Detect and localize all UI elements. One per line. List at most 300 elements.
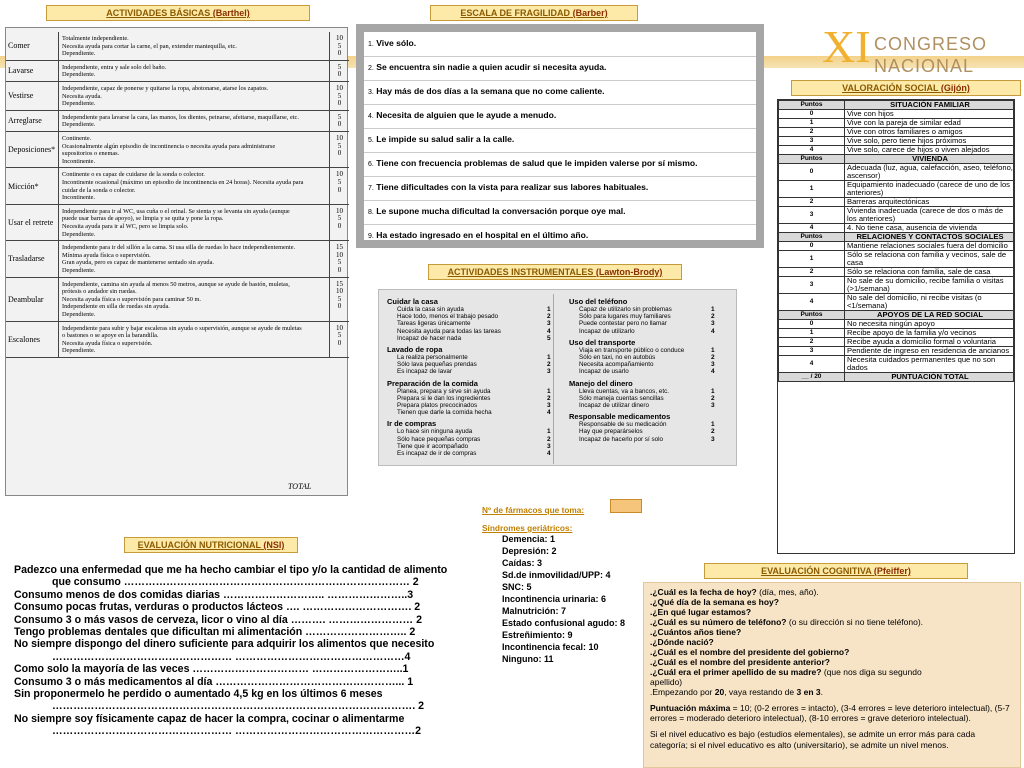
barthel-category: Vestirse bbox=[8, 91, 34, 101]
barthel-points bbox=[329, 132, 349, 168]
pfeiffer-q10-e: . bbox=[820, 687, 823, 697]
gijon-row-points: 3 bbox=[779, 347, 845, 356]
lawton-item-text: Sólo maneja cuentas sencillas bbox=[579, 394, 664, 402]
barber-item bbox=[368, 230, 588, 240]
barthel-option-text: Totalmente independiente. bbox=[62, 35, 129, 42]
gijon-header-title: APOYOS DE LA RED SOCIAL bbox=[845, 311, 1014, 320]
gijon-row-points: 3 bbox=[779, 137, 845, 146]
lawton-item-text: Es incapaz de ir de compras bbox=[397, 450, 477, 458]
pfeiffer-question-text: .¿Dónde nació? bbox=[650, 637, 714, 647]
gijon-section-header bbox=[779, 101, 1014, 110]
lawton-item-value: 1 bbox=[547, 306, 551, 313]
barthel-option-points: 10 bbox=[336, 170, 343, 179]
lawton-item-value: 4 bbox=[711, 368, 715, 376]
lawton-item bbox=[569, 428, 744, 435]
lawton-item-text: Sólo hace pequeñas compras bbox=[397, 435, 481, 443]
barthel-option-points: 5 bbox=[337, 41, 342, 50]
barthel-row bbox=[6, 278, 349, 322]
lawton-item bbox=[569, 395, 744, 402]
barthel-option-text: Independiente, capaz de ponerse y quitarse la ropa, abotonarse, atarse los zapatos. bbox=[62, 85, 269, 92]
nsi-line: Consumo 3 o más vasos de cerveza, licor o vino al día ………. …………………… 2 bbox=[14, 613, 422, 626]
pfeiffer-question-text: .¿Cuál es el nombre del presidente del gobierno? bbox=[650, 647, 850, 657]
gijon-row-desc: Barreras arquitectónicas bbox=[845, 198, 1014, 207]
barthel-option-text: puede usar barras de apoyo), se limpia y se quita y pone la ropa. bbox=[62, 215, 224, 223]
lawton-item bbox=[387, 306, 562, 313]
gijon-row-desc: Vive solo, pero tiene hijos próximos bbox=[845, 137, 1014, 146]
lawton-item bbox=[569, 421, 744, 428]
barthel-option-text: Independiente en silla de ruedas sin ayuda. bbox=[62, 303, 170, 311]
lawton-group-heading: Uso del transporte bbox=[569, 337, 636, 347]
gijon-row-points: 2 bbox=[779, 268, 845, 277]
barthel-option-text: Mínima ayuda física o supervisión. bbox=[62, 251, 151, 259]
gijon-row-points: 2 bbox=[779, 338, 845, 347]
barthel-options bbox=[58, 168, 328, 204]
lawton-group-heading: Responsable medicamentos bbox=[569, 412, 671, 422]
lawton-item bbox=[387, 450, 562, 457]
lawton-item bbox=[387, 436, 562, 443]
pfeiffer-question-text: .¿En qué lugar estamos? bbox=[650, 607, 752, 617]
pfeiffer-question bbox=[644, 607, 1020, 617]
lawton-item-value: 1 bbox=[711, 421, 715, 429]
barthel-option-text: Ocasionalmente algún episodio de incontinencia o necesita ayuda para administrarse bbox=[62, 142, 276, 150]
barthel-total-label: TOTAL bbox=[288, 482, 312, 491]
lawton-item-text: Prepara platos precocinados bbox=[397, 402, 478, 410]
pfeiffer-q10-a: .Empezando por bbox=[650, 687, 715, 697]
nsi-questions bbox=[14, 564, 474, 738]
gijon-row-desc: No sale de su domicilio, recibe familia o visitas (>1/semana) bbox=[845, 277, 1014, 294]
barthel-option-text: Incontinente. bbox=[62, 194, 96, 202]
sindrome-item: SNC: 5 bbox=[502, 582, 532, 592]
pfeiffer-question-note: (que nos diga su segundo bbox=[821, 667, 922, 677]
lawton-item bbox=[387, 409, 562, 416]
pfeiffer-question-text: .¿Cuál es la fecha de hoy? bbox=[650, 587, 757, 597]
lawton-item-text: Necesita acompañamiento bbox=[579, 361, 654, 369]
gijon-row-points: 4 bbox=[779, 294, 845, 311]
lawton-item bbox=[387, 313, 562, 320]
lawton-item bbox=[569, 306, 744, 313]
barber-item-text: Necesita de alguien que le ayude a menudo. bbox=[376, 110, 557, 120]
barthel-option-text: prótesis o andador sin ruedas. bbox=[62, 288, 137, 296]
gijon-total-row bbox=[779, 373, 1014, 382]
barthel-option-points: 15 bbox=[336, 279, 343, 288]
barthel-option-text: Independiente para lavarse la cara, las manos, los dientes, peinarse, afeitarse, maquillarse, etc. bbox=[62, 113, 299, 121]
lawton-item-value: 2 bbox=[547, 361, 551, 369]
barthel-category: Lavarse bbox=[8, 66, 34, 76]
barthel-row bbox=[6, 168, 349, 204]
farmacos-label: Nº de fármacos que toma: bbox=[482, 505, 585, 515]
barber-item bbox=[368, 86, 605, 96]
gijon-row-desc: Mantiene relaciones sociales fuera del domicilio bbox=[845, 242, 1014, 251]
gijon-row bbox=[779, 277, 1014, 294]
barthel-option-text: Independiente, camina sin ayuda al menos 50 metros, aunque se ayude de bastón, muletas, bbox=[62, 280, 290, 288]
lawton-item-value: 1 bbox=[711, 346, 715, 354]
pfeiffer-question-10 bbox=[644, 687, 1020, 697]
barthel-option-points: 10 bbox=[336, 34, 343, 42]
barthel-option-points: 10 bbox=[336, 84, 343, 92]
barthel-option-text: Incontinente ocasional (máximo un episodio de incontinencia en 24 horas). Necesita ayuda para bbox=[62, 178, 304, 186]
barber-item-number: 2. bbox=[368, 65, 374, 72]
sindrome-item: Estado confusional agudo: 8 bbox=[502, 618, 626, 628]
barber-separator bbox=[364, 56, 756, 57]
gijon-row-points: 0 bbox=[779, 164, 845, 181]
barber-separator bbox=[364, 176, 756, 177]
gijon-total-label: PUNTUACIÓN TOTAL bbox=[845, 373, 1014, 382]
pfeiffer-score-paragraph bbox=[644, 703, 1020, 723]
lawton-item-text: Lleva cuentas, va a bancos, etc. bbox=[579, 387, 669, 395]
barthel-option-text: Continente o es capaz de cuidarse de la sonda o colector. bbox=[62, 171, 205, 179]
nsi-line: que consumo ……………………………………………………………………… 2 bbox=[52, 576, 419, 589]
barber-item-text: Le impide su salud salir a la calle. bbox=[376, 134, 515, 144]
gijon-row bbox=[779, 146, 1014, 155]
barthel-options bbox=[58, 278, 328, 322]
barthel-option-points: 0 bbox=[337, 49, 342, 58]
lawton-item-text: Es incapaz de lavar bbox=[397, 368, 452, 376]
logo-line1: CONGRESO bbox=[874, 34, 988, 54]
lawton-item-text: Capaz de utilizarlo sin problemas bbox=[579, 306, 672, 313]
lawton-group-heading: Manejo del dinero bbox=[569, 378, 633, 388]
gijon-row-points: 1 bbox=[779, 251, 845, 268]
gijon-row-desc: Recibe apoyo de la familia y/o vecinos bbox=[845, 329, 1014, 338]
barthel-option-text: Independiente para subir y bajar escaleras sin ayuda o supervisión, aunque se ayude de muletas bbox=[62, 324, 302, 332]
barthel-category: Arreglarse bbox=[8, 116, 42, 126]
gijon-row-desc: Adecuada (luz, agua, calefacción, aseo, teléfono, ascensor) bbox=[845, 164, 1014, 181]
gijon-row-desc: No sale del domicilio, ni recibe visitas (o <1/semana) bbox=[845, 294, 1014, 311]
lawton-left-column bbox=[387, 294, 562, 457]
nsi-line: Padezco una enfermedad que me ha hecho cambiar el tipo y/o la cantidad de alimento bbox=[14, 564, 448, 576]
lawton-group-heading: Cuidar la casa bbox=[387, 297, 438, 306]
lawton-item bbox=[569, 388, 744, 395]
pfeiffer-score-text: = 10; (0-2 errores = intacto), (3-4 errores = leve deterioro intelectual), (5-7 errores = moderado deterioro intelectual), (8-10 errores = grave deterioro intelectual). bbox=[650, 703, 1010, 724]
lawton-item-value: 2 bbox=[547, 313, 551, 321]
barthel-title: ACTIVIDADES BÁSICAS (Barthel) bbox=[46, 5, 310, 21]
barthel-option-text: o bastones o se apoye en la barandilla. bbox=[62, 332, 159, 340]
lawton-item-text: Necesita ayuda para todas las tareas bbox=[397, 327, 501, 335]
nsi-line: …………………………………………………………………………………………. 2 bbox=[52, 700, 424, 713]
barthel-option-points: 0 bbox=[337, 70, 342, 79]
lawton-item-value: 3 bbox=[547, 368, 551, 376]
pfeiffer-question bbox=[644, 647, 1020, 657]
barthel-points bbox=[329, 322, 349, 358]
barthel-points bbox=[329, 32, 349, 61]
barthel-option-points: 0 bbox=[337, 265, 342, 274]
lawton-table bbox=[378, 289, 737, 466]
barthel-row bbox=[6, 111, 349, 132]
gijon-row-desc: Pendiente de ingreso en residencia de ancianos bbox=[845, 347, 1014, 356]
gijon-row-points: 4 bbox=[779, 146, 845, 155]
barthel-option-points: 0 bbox=[337, 221, 342, 230]
lawton-item-text: Incapaz de utilizar dinero bbox=[579, 402, 650, 410]
pfeiffer-question bbox=[644, 657, 1020, 667]
pfeiffer-q10-d: 3 en 3 bbox=[796, 687, 821, 697]
lawton-item-text: Prepara si le dan los ingredientes bbox=[397, 394, 491, 402]
barber-item-text: Vive sólo. bbox=[376, 38, 417, 48]
barber-item-text: Se encuentra sin nadie a quien acudir si necesita ayuda. bbox=[376, 62, 607, 72]
gijon-row bbox=[779, 164, 1014, 181]
barthel-option-points: 5 bbox=[337, 91, 342, 100]
lawton-item-value: 2 bbox=[547, 435, 551, 443]
lawton-item-value: 1 bbox=[547, 354, 551, 362]
barthel-option-text: Dependiente. bbox=[62, 230, 96, 238]
barthel-option-text: Incontinente. bbox=[62, 157, 96, 165]
barthel-options bbox=[58, 61, 328, 82]
lawton-group-heading: Preparación de la comida bbox=[387, 378, 478, 388]
pfeiffer-box bbox=[643, 582, 1021, 768]
gijon-row bbox=[779, 294, 1014, 311]
lawton-item-value: 2 bbox=[711, 394, 715, 402]
pfeiffer-title: EVALUACIÓN COGNITIVA (Pfeiffer) bbox=[704, 563, 968, 579]
lawton-item-text: Hay que preparárselos bbox=[579, 428, 643, 436]
lawton-item-value: 1 bbox=[547, 387, 551, 395]
lawton-item-text: La realiza personalmente bbox=[397, 354, 468, 362]
pfeiffer-question bbox=[644, 627, 1020, 637]
barthel-option-points: 5 bbox=[337, 294, 342, 303]
lawton-item-value: 4 bbox=[547, 409, 551, 417]
lawton-divider bbox=[553, 294, 554, 464]
gijon-row-points: 1 bbox=[779, 181, 845, 198]
lawton-item-text: Tienen que darle la comida hecha bbox=[397, 409, 492, 417]
nsi-line: Consumo 3 o más medicamentos al día ……………………………………………... 1 bbox=[14, 675, 414, 688]
lawton-item-text: Tiene que ir acompañado bbox=[397, 442, 469, 450]
gijon-header-title: VIVIENDA bbox=[845, 155, 1014, 164]
lawton-item-value: 3 bbox=[711, 435, 715, 443]
barthel-options bbox=[58, 322, 328, 358]
lawton-item bbox=[569, 402, 744, 409]
lawton-item-value: 3 bbox=[547, 442, 551, 450]
lawton-item-text: Sólo para lugares muy familiares bbox=[579, 313, 671, 321]
barber-separator bbox=[364, 152, 756, 153]
pfeiffer-question bbox=[644, 637, 1020, 647]
barber-item-number: 3. bbox=[368, 89, 374, 96]
lawton-item-text: Incapaz de hacer nada bbox=[397, 334, 462, 342]
gijon-header-points: Puntos bbox=[779, 311, 845, 320]
gijon-row bbox=[779, 251, 1014, 268]
lawton-item-value: 1 bbox=[547, 428, 551, 436]
lawton-item-text: Sólo lava pequeñas prendas bbox=[397, 361, 477, 369]
lawton-item bbox=[387, 402, 562, 409]
gijon-row-desc: Vive solo, carece de hijos o viven alejados bbox=[845, 146, 1014, 155]
barber-item bbox=[368, 158, 698, 168]
lawton-item-text: Incapaz de utilizarlo bbox=[579, 327, 635, 335]
pfeiffer-question-text: .¿Cuál es el nombre del presidente anterior? bbox=[650, 657, 830, 667]
barthel-options bbox=[58, 132, 328, 168]
lawton-item-value: 3 bbox=[711, 320, 715, 328]
barber-item bbox=[368, 110, 556, 120]
barthel-category: Trasladarse bbox=[8, 254, 45, 264]
pfeiffer-question bbox=[644, 597, 1020, 607]
barthel-option-points: 10 bbox=[336, 323, 343, 332]
barber-item bbox=[368, 182, 648, 192]
barber-item-number: 8. bbox=[368, 209, 374, 216]
pfeiffer-q9-continued: apellido) bbox=[650, 677, 683, 687]
lawton-item bbox=[387, 328, 562, 335]
barthel-option-text: Dependiente. bbox=[62, 121, 96, 129]
barber-item-number: 5. bbox=[368, 137, 374, 144]
sindrome-item: Incontinencia fecal: 10 bbox=[502, 642, 599, 652]
barthel-option-text: cuidar de la sonda o colector. bbox=[62, 186, 136, 194]
gijon-row-desc: Necesita cuidados permanentes que no son dados bbox=[845, 356, 1014, 373]
lawton-item bbox=[569, 320, 744, 327]
barthel-option-text: Continente. bbox=[62, 135, 92, 142]
barber-separator bbox=[364, 200, 756, 201]
barber-item-text: Hay más de dos días a la semana que no come caliente. bbox=[376, 86, 605, 96]
barber-item-text: Tiene con frecuencia problemas de salud que le impiden valerse por sí mismo. bbox=[376, 158, 698, 168]
barthel-points bbox=[329, 82, 349, 111]
barthel-options bbox=[58, 205, 328, 241]
barthel-option-points: 0 bbox=[337, 302, 342, 311]
barthel-options bbox=[58, 82, 328, 111]
barthel-points bbox=[329, 278, 349, 322]
lawton-item-value: 3 bbox=[547, 402, 551, 410]
barthel-row bbox=[6, 61, 349, 82]
barber-item-text: Ha estado ingresado en el hospital en el último año. bbox=[376, 230, 589, 240]
sindromes-block bbox=[482, 523, 625, 665]
lawton-item-value: 1 bbox=[711, 387, 715, 395]
farmacos-input-box[interactable] bbox=[610, 499, 642, 513]
barthel-row bbox=[6, 205, 349, 241]
barber-item-text: Tiene dificultades con la vista para realizar sus labores habituales. bbox=[376, 182, 649, 192]
lawton-item bbox=[387, 428, 562, 435]
nsi-line: Sin proponermelo he perdido o aumentado 4,5 kg en los últimos 6 meses bbox=[14, 688, 383, 701]
lawton-item-value: 4 bbox=[547, 327, 551, 335]
lawton-item bbox=[569, 328, 744, 335]
barber-item-number: 1. bbox=[368, 41, 374, 48]
pfeiffer-question-text: .¿Qué día de la semana es hoy? bbox=[650, 597, 779, 607]
barthel-option-points: 0 bbox=[337, 99, 342, 108]
sindrome-item: Estreñimiento: 9 bbox=[502, 630, 573, 640]
logo-line2: NACIONAL bbox=[874, 56, 975, 76]
barthel-points bbox=[329, 241, 349, 277]
barber-item bbox=[368, 206, 626, 216]
pfeiffer-question-text: .¿Cuántos años tiene? bbox=[650, 627, 742, 637]
gijon-row-points: 4 bbox=[779, 224, 845, 233]
gijon-row-points: 2 bbox=[779, 128, 845, 137]
lawton-item-text: Viaja en transporte público o conduce bbox=[579, 346, 685, 354]
gijon-row-desc: Sólo se relaciona con familia y vecinos, sale de casa bbox=[845, 251, 1014, 268]
barthel-option-text: Necesita ayuda para cortar la carne, el pan, extender mantequilla, etc. bbox=[62, 42, 237, 50]
barthel-option-points: 5 bbox=[337, 141, 342, 150]
gijon-row-desc: Vive con otros familiares o amigos bbox=[845, 128, 1014, 137]
congress-logo bbox=[818, 21, 1018, 76]
nsi-title: EVALUACIÓN NUTRICIONAL (NSI) bbox=[124, 537, 298, 553]
gijon-row-desc: Equipamiento inadecuado (carece de uno de los anteriores) bbox=[845, 181, 1014, 198]
lawton-item bbox=[387, 320, 562, 327]
barber-scale bbox=[356, 24, 764, 248]
barthel-option-points: 5 bbox=[337, 62, 342, 71]
gijon-header-points: Puntos bbox=[779, 155, 845, 164]
barber-item-text: Le supone mucha dificultad la conversación porque oye mal. bbox=[376, 206, 626, 216]
nsi-line: No siempre soy físicamente capaz de hacer la compra, cocinar o alimentarme bbox=[14, 712, 405, 725]
gijon-row-desc: Recibe ayuda a domicilio formal o voluntaria bbox=[845, 338, 1014, 347]
barber-item bbox=[368, 38, 416, 48]
barthel-category: Comer bbox=[8, 41, 30, 51]
barthel-option-text: Dependiente. bbox=[62, 100, 96, 108]
gijon-row-desc: Vive con la pareja de similar edad bbox=[845, 119, 1014, 128]
lawton-item-value: 3 bbox=[711, 402, 715, 410]
barber-separator bbox=[364, 80, 756, 81]
barber-title: ESCALA DE FRAGILIDAD (Barber) bbox=[430, 5, 638, 21]
lawton-item-value: 1 bbox=[711, 306, 715, 313]
gijon-row-desc: 4. No tiene casa, ausencia de vivienda bbox=[845, 224, 1014, 233]
lawton-item bbox=[387, 335, 562, 342]
lawton-item bbox=[387, 388, 562, 395]
gijon-row-points: 3 bbox=[779, 277, 845, 294]
gijon-grid bbox=[778, 100, 1014, 382]
lawton-item bbox=[387, 395, 562, 402]
barthel-option-text: Independiente para ir al WC, usa cuña o el orinal. Se sienta y se levanta sin ayuda (aunque bbox=[62, 207, 290, 215]
lawton-item-value: 2 bbox=[711, 313, 715, 321]
gijon-row-points: 0 bbox=[779, 242, 845, 251]
pfeiffer-score-label: Puntuación máxima bbox=[650, 703, 731, 713]
barthel-option-points: 10 bbox=[336, 206, 343, 215]
lawton-item-text: Lo hace sin ninguna ayuda bbox=[397, 428, 473, 436]
barthel-option-points: 10 bbox=[336, 134, 343, 142]
gijon-row-desc: Sólo se relaciona con familia, sale de casa bbox=[845, 268, 1014, 277]
nsi-line: …………………………………………… ……………………………………………2 bbox=[52, 725, 422, 738]
nsi-line: Como solo la mayoría de las veces …………………………… ……………………..1 bbox=[14, 663, 409, 676]
gijon-row-points: 2 bbox=[779, 198, 845, 207]
farmacos-block bbox=[482, 500, 584, 518]
barthel-points bbox=[329, 61, 349, 82]
barber-separator bbox=[364, 224, 756, 225]
lawton-item-text: Responsable de su medicación bbox=[579, 421, 667, 429]
lawton-group-heading: Lavado de ropa bbox=[387, 345, 443, 355]
sindromes-label: Síndromes geriátricos: bbox=[482, 523, 573, 533]
lawton-group-heading: Ir de compras bbox=[387, 419, 437, 429]
barthel-option-points: 10 bbox=[336, 287, 343, 296]
barthel-option-points: 0 bbox=[337, 120, 342, 129]
lawton-item-text: Cuida la casa sin ayuda bbox=[397, 306, 464, 313]
barthel-option-text: Independiente, entra y sale solo del baño. bbox=[62, 63, 167, 71]
barthel-option-text: Dependiente. bbox=[62, 310, 96, 318]
gijon-header-title: RELACIONES Y CONTACTOS SOCIALES bbox=[845, 233, 1014, 242]
sindrome-item: Caídas: 3 bbox=[502, 558, 543, 568]
gijon-table bbox=[777, 99, 1015, 554]
pfeiffer-question-text: .¿Cuál era el primer apellido de su madre? bbox=[650, 667, 822, 677]
barthel-options bbox=[58, 241, 328, 277]
barthel-option-text: Dependiente. bbox=[62, 50, 96, 58]
barber-separator bbox=[364, 128, 756, 129]
gijon-row-points: 4 bbox=[779, 356, 845, 373]
nsi-line: Consumo menos de dos comidas diarias ……………………….. …………………..3 bbox=[14, 588, 414, 601]
gijon-row-desc: No necesita ningún apoyo bbox=[845, 320, 1014, 329]
pfeiffer-question-note: (o su dirección si no tiene teléfono). bbox=[786, 617, 924, 627]
nsi-line: No siempre dispongo del dinero suficiente para adquirir los alimentos que necesito bbox=[14, 638, 435, 651]
gijon-row bbox=[779, 207, 1014, 224]
lawton-item-value: 2 bbox=[711, 428, 715, 436]
gijon-row-points: 3 bbox=[779, 207, 845, 224]
barthel-option-text: Necesita ayuda física o supervisión para caminar 50 m. bbox=[62, 295, 202, 303]
barthel-row bbox=[6, 132, 349, 168]
gijon-row-points: 0 bbox=[779, 110, 845, 119]
gijon-row-points: 0 bbox=[779, 320, 845, 329]
gijon-header-title: SITUACIÓN FAMILIAR bbox=[845, 101, 1014, 110]
lawton-item-value: 3 bbox=[711, 361, 715, 369]
barthel-option-text: Dependiente. bbox=[62, 266, 96, 274]
lawton-item-value: 5 bbox=[547, 334, 551, 342]
nsi-line: Consumo pocas frutas, verduras o productos lácteos …. …………………………. 2 bbox=[14, 601, 421, 614]
barthel-category: Escalones bbox=[8, 334, 40, 344]
lawton-item bbox=[387, 354, 562, 361]
gijon-title: VALORACIÓN SOCIAL (Gijón) bbox=[791, 80, 1021, 96]
barthel-points bbox=[329, 168, 349, 204]
lawton-item-value: 4 bbox=[547, 450, 551, 458]
sindrome-item: Incontinencia urinaria: 6 bbox=[502, 594, 607, 604]
barthel-row bbox=[6, 241, 349, 277]
lawton-item-value: 2 bbox=[547, 394, 551, 402]
barthel-option-points: 5 bbox=[337, 177, 342, 186]
lawton-item-text: Sólo en taxi, no en autobús bbox=[579, 354, 656, 362]
lawton-item bbox=[569, 436, 744, 443]
